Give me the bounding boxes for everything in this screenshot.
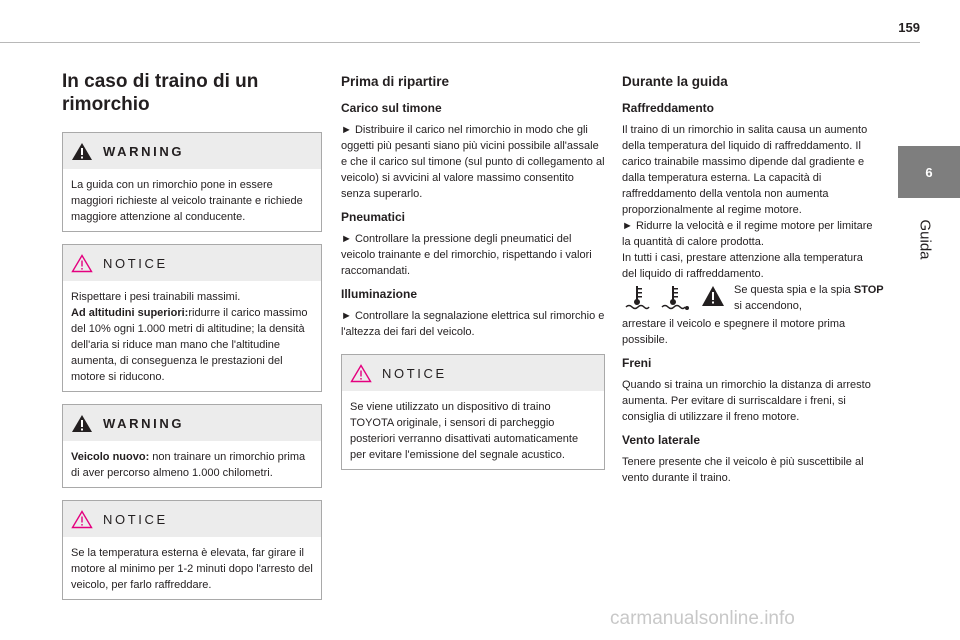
warning-label: WARNING: [103, 143, 185, 159]
paragraph: Tenere presente che il veicolo è più suscettibile al vento durante il traino.: [622, 456, 864, 484]
notice-triangle-icon: [71, 510, 93, 529]
notice-box: [62, 244, 322, 392]
column-3: [622, 66, 884, 494]
notice-label: NOTICE: [382, 365, 447, 381]
notice-triangle-icon: [71, 254, 93, 273]
warning-triangle-icon: [71, 414, 93, 433]
paragraph: ► Controllare la pressione degli pneumatici del veicolo trainante e del rimorchio, rispettando i valori raccomandati.: [341, 233, 592, 277]
coolant-temperature-icon: [624, 284, 650, 312]
notice-text: Se la temperatura esterna è elevata, far girare il motore al minimo per 1-2 minuti dopo l'arresto del veicolo, per farlo raffreddare.: [71, 547, 313, 591]
chapter-title: [900, 204, 950, 274]
subheading-brakes: Freni: [622, 356, 652, 370]
paragraph-text: In tutti i casi, prestare attenzione alla temperatura del liquido di raffreddamento.: [622, 252, 863, 280]
watermark: carmanualsonline.info: [610, 608, 795, 629]
altitude-label: Ad altitudini superiori:: [71, 307, 189, 319]
warning-lights-text: [734, 282, 884, 314]
chapter-tab[interactable]: 6: [898, 146, 960, 198]
paragraph: arrestare il veicolo e spegnere il motore prima possibile.: [622, 318, 846, 346]
new-vehicle-label: Veicolo nuovo:: [71, 451, 150, 463]
paragraph: ► Controllare la segnalazione elettrica sul rimorchio e l'altezza dei fari del veicolo.: [341, 310, 605, 338]
notice-text-altitude: [71, 305, 313, 385]
subheading-cooling: Raffreddamento: [622, 101, 715, 115]
subheading-side-wind: Vento laterale: [622, 433, 701, 447]
warning-box: [62, 132, 322, 232]
coolant-temperature-high-icon: [660, 284, 690, 312]
notice-label: NOTICE: [103, 511, 168, 527]
stop-label: STOP: [853, 284, 884, 296]
top-rule: [0, 42, 920, 43]
subheading-tyres: Pneumatici: [341, 210, 406, 224]
section-title: Durante la guida: [622, 74, 728, 89]
new-vehicle-text: non trainare un rimorchio prima di aver percorso almeno 1.000 chilometri.: [71, 451, 306, 479]
warning-triangle-icon: [71, 142, 93, 161]
stop-warning-icon: [700, 284, 726, 308]
notice-text: Se viene utilizzato un dispositivo di traino TOYOTA originale, i sensori di parcheggio posteriori verranno disattivati automaticamente per evitare l'emissione del segnale acustico.: [350, 401, 579, 461]
notice-label: NOTICE: [103, 255, 168, 271]
warning-text: La guida con un rimorchio pone in essere maggiori richieste al veicolo trainante e richiede maggiore attenzione al conducente.: [71, 179, 303, 223]
altitude-text: ridurre il carico massimo del 10% ogni 1.000 metri di altitudine; la densità dell'aria si riduce man mano che l'altitudine aumenta, di conseguenza le prestazioni del motore si riducono.: [71, 307, 308, 383]
icons-text-part: si accendono,: [734, 300, 802, 312]
paragraph: [622, 122, 880, 282]
notice-text: Rispettare i pesi trainabili massimi.: [71, 291, 241, 303]
subheading-drawbar-load: Carico sul timone: [341, 101, 442, 115]
paragraph: Quando si traina un rimorchio la distanza di arresto aumenta. Per evitare di surriscaldare i freni, si consiglia di utilizzare il freno motore.: [622, 379, 871, 423]
chapter-title-text: Guida: [916, 218, 934, 260]
warning-text: [71, 449, 313, 481]
icons-text-part: Se questa spia e la spia: [734, 284, 854, 296]
notice-triangle-icon: [350, 364, 372, 383]
warning-box: [62, 404, 322, 488]
warning-lights-row: [622, 284, 884, 316]
page-number: 159: [898, 20, 920, 35]
warning-label: WARNING: [103, 415, 185, 431]
section-title: In caso di traino di un rimorchio: [62, 71, 259, 115]
notice-box: [62, 500, 322, 600]
subheading-lighting: Illuminazione: [341, 287, 418, 301]
column-1: [62, 66, 322, 612]
paragraph-text: Il traino di un rimorchio in salita causa un aumento della temperatura del liquido di raffreddamento. Il carico trainabile massimo dipende dal gradiente e dalla temperatura esterna. La capacità di raffreddamento della ventola non aumenta proporzionalmente al regime motore.: [622, 124, 868, 216]
paragraph-text: ► Ridurre la velocità e il regime motore per limitare la quantità di calore prodotta.: [622, 220, 873, 248]
paragraph: ► Distribuire il carico nel rimorchio in modo che gli oggetti più pesanti siano più vicini possibile all'assale e che il carico sul timone (sul punto di collegamento al veicolo) si avvicini al valore massimo consentito senza superarlo.: [341, 124, 605, 200]
column-2: [341, 66, 605, 482]
section-title: Prima di ripartire: [341, 74, 450, 89]
notice-box: [341, 354, 605, 470]
